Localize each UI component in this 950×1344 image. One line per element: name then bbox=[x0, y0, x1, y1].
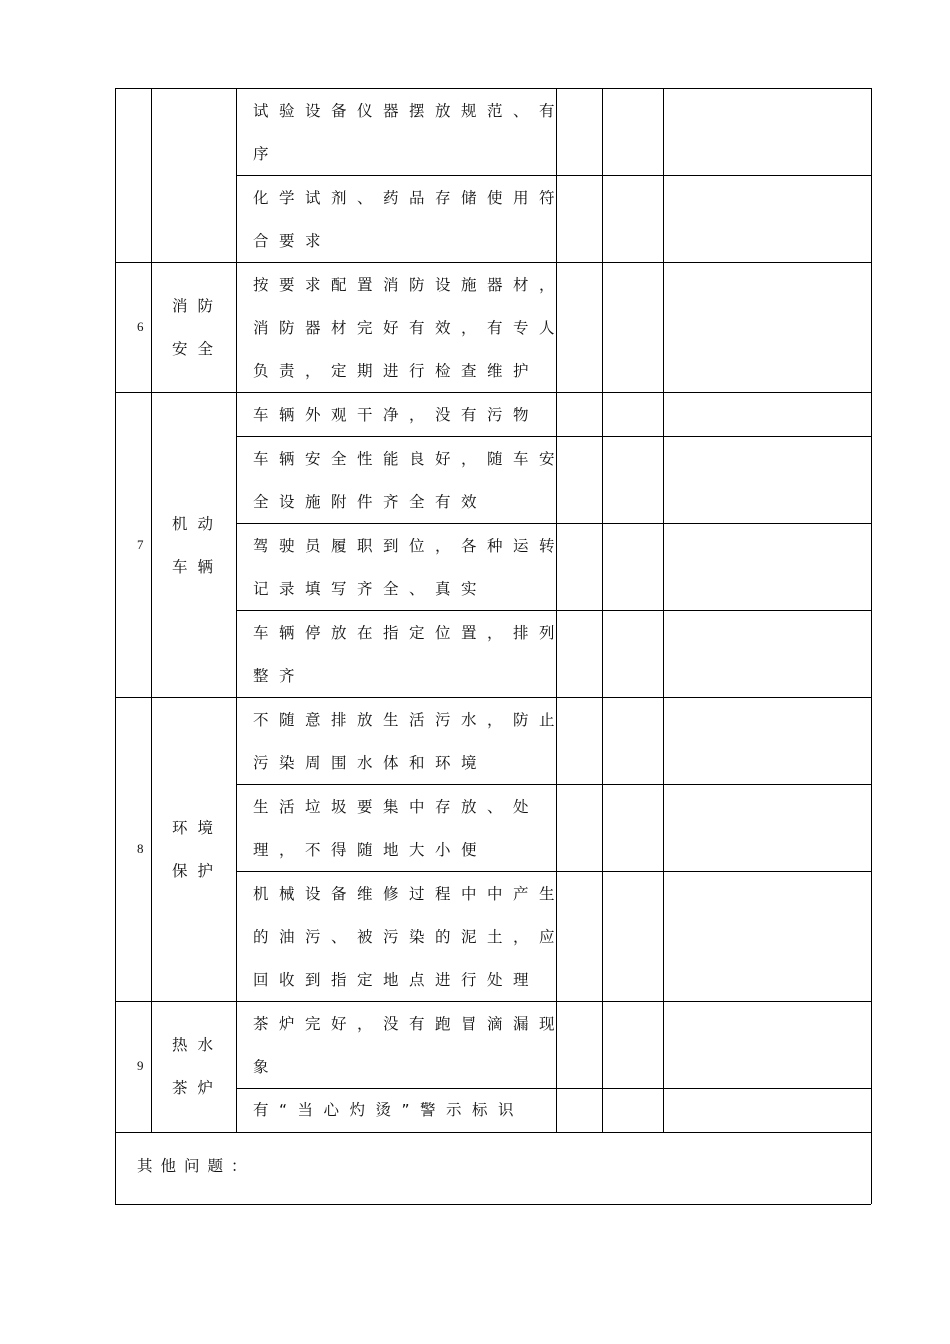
column-divider bbox=[663, 88, 664, 1132]
column-divider bbox=[151, 88, 152, 1132]
item-text: 车辆安全性能良好，随车安 bbox=[253, 450, 566, 468]
table-border-top bbox=[115, 88, 871, 89]
table-border-bottom bbox=[115, 1204, 871, 1205]
item-text: 污染周围水体和环境 bbox=[253, 754, 488, 772]
row-divider bbox=[236, 610, 871, 611]
row-divider bbox=[236, 871, 871, 872]
group-category: 茶炉 bbox=[172, 1079, 224, 1097]
group-category: 车辆 bbox=[172, 558, 224, 576]
item-text: 回收到指定地点进行处理 bbox=[253, 971, 540, 989]
item-text: 茶炉完好，没有跑冒滴漏现 bbox=[253, 1015, 566, 1033]
table-border-left bbox=[115, 88, 116, 1204]
item-text: 有“当心灼烫”警示标识 bbox=[253, 1101, 525, 1119]
column-divider bbox=[236, 88, 237, 1132]
other-issues-label: 其他问题： bbox=[137, 1157, 255, 1175]
item-text: 车辆外观干净，没有污物 bbox=[253, 406, 540, 424]
item-text: 不随意排放生活污水，防止 bbox=[253, 711, 566, 729]
item-text: 合要求 bbox=[253, 232, 332, 250]
row-divider bbox=[115, 697, 871, 698]
item-text: 序 bbox=[253, 145, 280, 163]
row-divider bbox=[115, 262, 871, 263]
item-text: 按要求配置消防设施器材， bbox=[253, 276, 566, 294]
group-category: 保护 bbox=[172, 862, 224, 880]
row-divider bbox=[115, 1001, 871, 1002]
item-text: 生活垃圾要集中存放、处 bbox=[253, 798, 540, 816]
group-number: 6 bbox=[137, 319, 144, 334]
row-divider bbox=[236, 1088, 871, 1089]
item-text: 全设施附件齐全有效 bbox=[253, 493, 488, 511]
group-number: 8 bbox=[137, 841, 144, 856]
item-text: 车辆停放在指定位置，排列 bbox=[253, 624, 566, 642]
group-category: 环境 bbox=[172, 819, 224, 837]
item-text: 驾驶员履职到位，各种运转 bbox=[253, 537, 566, 555]
item-text: 记录填写齐全、真实 bbox=[253, 580, 488, 598]
item-text: 消防器材完好有效，有专人 bbox=[253, 319, 566, 337]
row-divider bbox=[236, 784, 871, 785]
row-divider bbox=[115, 1132, 871, 1133]
group-category: 热水 bbox=[172, 1036, 224, 1054]
column-divider bbox=[602, 88, 603, 1132]
item-text: 整齐 bbox=[253, 667, 306, 685]
item-text: 机械设备维修过程中中产生 bbox=[253, 885, 566, 903]
group-number: 9 bbox=[137, 1058, 144, 1073]
item-text: 试验设备仪器摆放规范、有 bbox=[253, 102, 566, 120]
row-divider bbox=[236, 175, 871, 176]
column-divider bbox=[556, 88, 557, 1132]
item-text: 化学试剂、药品存储使用符 bbox=[253, 189, 566, 207]
group-category: 消防 bbox=[172, 297, 224, 315]
group-category: 机动 bbox=[172, 515, 224, 533]
row-divider bbox=[236, 523, 871, 524]
item-text: 负责，定期进行检查维护 bbox=[253, 362, 540, 380]
group-number: 7 bbox=[137, 537, 144, 552]
table-border-right bbox=[871, 88, 872, 1204]
item-text: 象 bbox=[253, 1058, 280, 1076]
row-divider bbox=[236, 436, 871, 437]
item-text: 的油污、被污染的泥土，应 bbox=[253, 928, 566, 946]
item-text: 理，不得随地大小便 bbox=[253, 841, 488, 859]
group-category: 安全 bbox=[172, 340, 224, 358]
row-divider bbox=[115, 392, 871, 393]
